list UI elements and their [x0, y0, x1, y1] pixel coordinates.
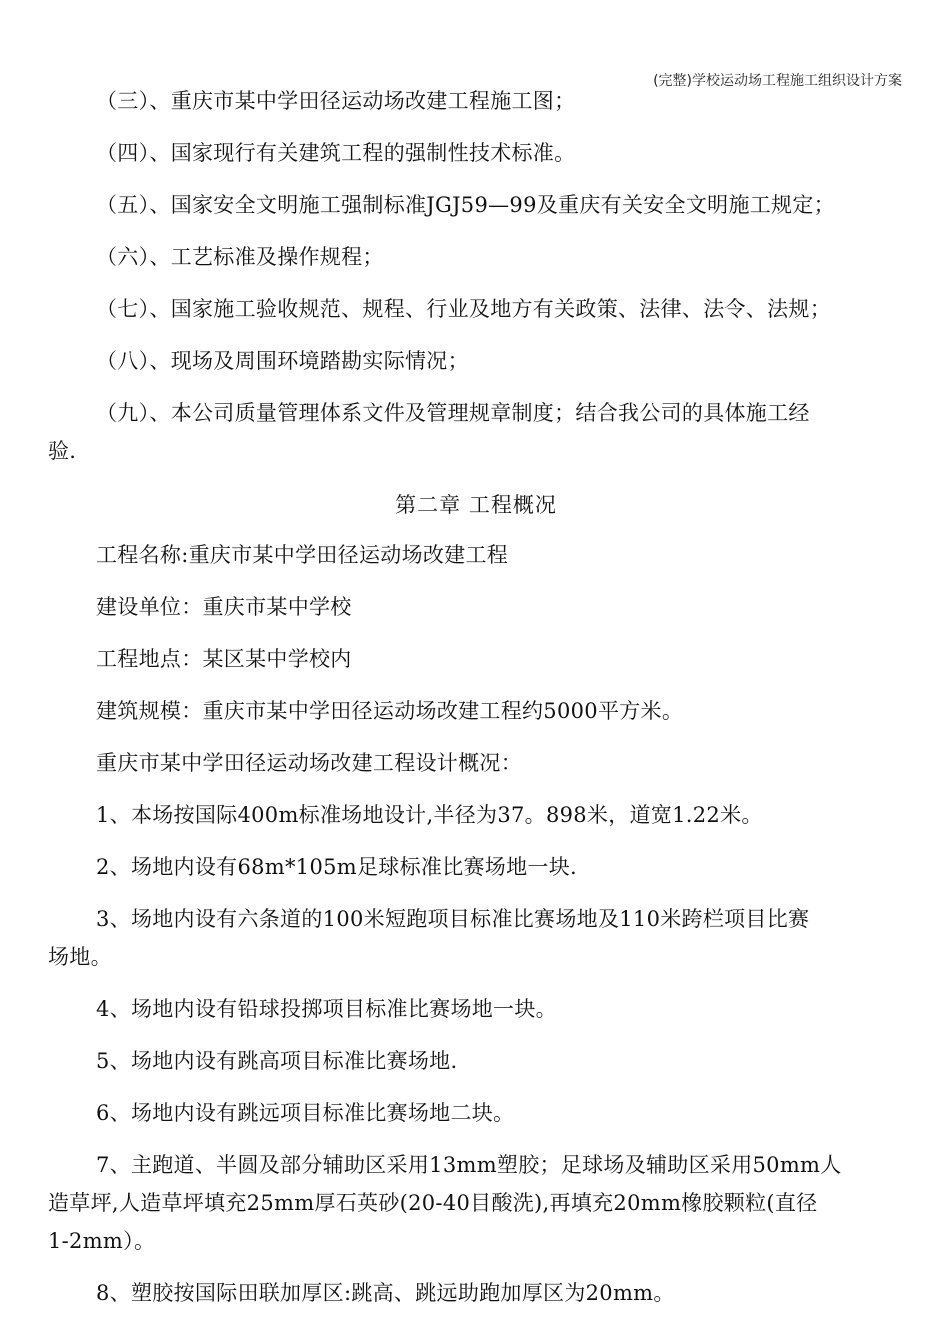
text-line: 1、本场按国际400m标准场地设计,半径为37。898米，道宽1.22米。	[96, 803, 763, 827]
text-line: （七）、国家施工验收规范、规程、行业及地方有关政策、法律、法令、法规；	[96, 297, 831, 321]
basis-paragraph	[48, 238, 904, 276]
text-line: 造草坪,人造草坪填充25mm厚石英砂(20-40目酸洗),再填充20mm橡胶颗粒(直径	[48, 1191, 818, 1215]
text-line: 5、场地内设有跳高项目标准比赛场地.	[96, 1049, 458, 1073]
text-line: 验.	[48, 439, 77, 463]
text-line: （四）、国家现行有关建筑工程的强制性技术标准。	[96, 141, 576, 165]
text-line: （九）、本公司质量管理体系文件及管理规章制度；结合我公司的具体施工经	[96, 401, 810, 425]
overview-paragraph	[48, 640, 904, 678]
text-line: 工程地点：某区某中学校内	[96, 647, 352, 671]
overview-paragraph	[48, 692, 904, 730]
overview-paragraph	[48, 1094, 904, 1132]
text-line: 8、塑胶按国际田联加厚区:跳高、跳远助跑加厚区为20mm。	[96, 1281, 675, 1305]
overview-paragraph	[48, 1274, 904, 1312]
overview-paragraph	[48, 1146, 904, 1260]
overview-paragraph	[48, 1042, 904, 1080]
text-line: （五）、国家安全文明施工强制标准JGJ59—99及重庆有关安全文明施工规定；	[96, 193, 835, 217]
overview-paragraph	[48, 900, 904, 976]
text-line: 建筑规模：重庆市某中学田径运动场改建工程约5000平方米。	[96, 699, 684, 723]
basis-list	[48, 82, 904, 470]
overview-paragraph	[48, 588, 904, 626]
overview-paragraph	[48, 848, 904, 886]
text-line: （八）、现场及周围环境踏勘实际情况；	[96, 349, 469, 373]
text-line: 7、主跑道、半圆及部分辅助区采用13mm塑胶；足球场及辅助区采用50mm人	[96, 1153, 842, 1177]
text-line: 1-2mm）。	[48, 1229, 156, 1253]
text-line: （三）、重庆市某中学田径运动场改建工程施工图；	[96, 89, 576, 113]
basis-paragraph	[48, 290, 904, 328]
text-line: （六）、工艺标准及操作规程；	[96, 245, 384, 269]
basis-paragraph	[48, 342, 904, 380]
text-line: 建设单位：重庆市某中学校	[96, 595, 352, 619]
text-line: 重庆市某中学田径运动场改建工程设计概况：	[96, 751, 522, 775]
basis-paragraph	[48, 82, 904, 120]
chapter-title: 第二章 工程概况	[395, 493, 557, 517]
page-header: (完整)学校运动场工程施工组织设计方案	[653, 73, 902, 89]
text-line: 工程名称:重庆市某中学田径运动场改建工程	[96, 543, 509, 567]
text-line: 2、场地内设有68m*105m足球标准比赛场地一块.	[96, 855, 577, 879]
text-line: 场地。	[48, 945, 112, 969]
text-line: 6、场地内设有跳远项目标准比赛场地二块。	[96, 1101, 515, 1125]
text-line: 4、场地内设有铅球投掷项目标准比赛场地一块。	[96, 997, 557, 1021]
basis-paragraph	[48, 186, 904, 224]
basis-paragraph	[48, 134, 904, 172]
overview-paragraph	[48, 990, 904, 1028]
text-line: 3、场地内设有六条道的100米短跑项目标准比赛场地及110米跨栏项目比赛	[96, 907, 810, 931]
overview-paragraph	[48, 536, 904, 574]
document-body	[48, 82, 904, 1312]
overview-paragraph	[48, 744, 904, 782]
basis-paragraph	[48, 394, 904, 470]
overview-paragraph	[48, 796, 904, 834]
overview-list	[48, 536, 904, 1312]
